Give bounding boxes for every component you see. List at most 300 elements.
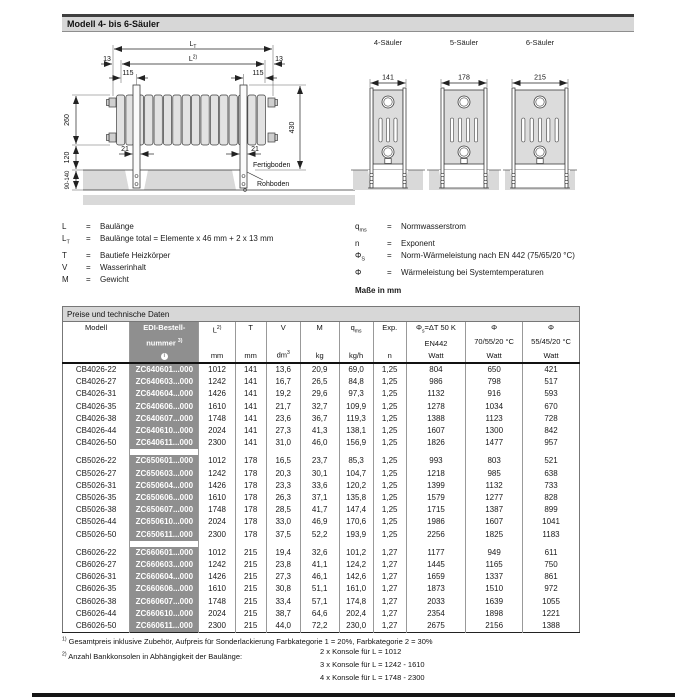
table-cell: 202,4	[339, 608, 373, 620]
table-cell: 174,8	[339, 596, 373, 608]
valve	[461, 159, 467, 164]
table-cell: 19,4	[266, 547, 300, 559]
header-line: EDI-Bestell-	[143, 323, 186, 332]
section-view	[350, 38, 426, 206]
table-cell: 33,0	[266, 516, 300, 528]
column-header	[339, 322, 373, 363]
legend-right	[355, 222, 647, 280]
table-cell: 170,6	[339, 516, 373, 528]
legend-row	[62, 234, 350, 248]
table-cell: CB4026-22	[75, 365, 117, 374]
legend-symbol: T	[62, 250, 67, 260]
header-lines	[341, 324, 372, 360]
table-cell: 27,3	[266, 425, 300, 437]
table-cell: 64,6	[300, 608, 339, 620]
table-cell: ZC660607...000	[130, 596, 199, 608]
table-cell: 141	[235, 363, 266, 376]
column-header	[63, 322, 130, 363]
table-cell: 161,0	[339, 583, 373, 595]
units-note: Maße in mm	[355, 286, 402, 295]
table-row	[63, 468, 580, 480]
header-lines	[200, 324, 233, 360]
legend-definition: Wasserinhalt	[100, 263, 146, 273]
valve	[385, 159, 391, 164]
table-cell: 1337	[466, 571, 523, 583]
legend-definition: Exponent	[401, 238, 435, 248]
anchor-bolt	[403, 180, 406, 183]
table-cell: 141	[235, 425, 266, 437]
table-cell: 1579	[406, 492, 465, 504]
table-cell: 215	[235, 559, 266, 571]
table-row	[63, 620, 580, 633]
table-cell: 1826	[406, 437, 465, 449]
radiator-element	[210, 95, 218, 145]
table-cell: ZC650603...000	[130, 468, 199, 480]
table-row	[63, 425, 580, 437]
section-depth-label: 178	[458, 74, 470, 82]
radiator-element	[145, 95, 153, 145]
header-line: 55/45/20 °C	[531, 336, 571, 346]
table-cell: 1477	[466, 437, 523, 449]
table-cell: 1218	[406, 468, 465, 480]
table-cell: 156,9	[339, 437, 373, 449]
table-cell: 31,0	[266, 437, 300, 449]
table-cell: 803	[466, 455, 523, 467]
legend-equals: =	[387, 250, 392, 260]
header-line: V	[280, 323, 286, 332]
anchor-bolt	[565, 173, 568, 176]
table-cell: 37,1	[300, 492, 339, 504]
table-cell: ZC650601...000	[130, 455, 199, 467]
table-cell: 1,25	[373, 401, 406, 413]
legend-symbol: L	[62, 222, 67, 231]
table-cell: 26,3	[266, 492, 300, 504]
table-cell: 30,8	[266, 583, 300, 595]
konsole-note: 3 x Konsole für L = 1242 - 1610	[320, 660, 425, 669]
table-cell: 1,25	[373, 376, 406, 388]
table-cell: 521	[523, 455, 580, 467]
table-cell: 51,1	[300, 583, 339, 595]
table-cell: 1278	[406, 401, 465, 413]
table-cell: 97,3	[339, 388, 373, 400]
table-cell: 1221	[523, 608, 580, 620]
legend-equals: =	[86, 234, 91, 244]
table-cell: 1034	[466, 401, 523, 413]
table-cell: 33,4	[266, 596, 300, 608]
anchor-bolt	[403, 173, 406, 176]
header-line: mm	[210, 350, 224, 360]
table-cell: 1,25	[373, 492, 406, 504]
dim-end-left: 13	[103, 56, 111, 63]
table-cell: 41,7	[300, 504, 339, 516]
legend-row	[355, 268, 647, 277]
radiator-element	[154, 95, 162, 145]
footnote-1	[62, 634, 628, 647]
column-header	[373, 322, 406, 363]
floor-cutout	[439, 170, 489, 188]
table-cell: 32,6	[300, 547, 339, 559]
table-cell: 178	[235, 480, 266, 492]
legend-row	[355, 251, 647, 265]
legend-row	[62, 275, 350, 284]
table-cell: 20,3	[266, 468, 300, 480]
table-cell: 32,7	[300, 401, 339, 413]
table-cell: 670	[523, 401, 580, 413]
table-row	[63, 596, 580, 608]
table-cell: CB4026-44	[75, 426, 117, 436]
table-cell: 178	[235, 492, 266, 504]
table-cell: 215	[235, 620, 266, 633]
header-line: kg/h	[349, 350, 364, 360]
table-section	[62, 306, 580, 633]
table-cell: 1242	[199, 468, 235, 480]
header-line: EN442	[424, 338, 448, 348]
info-icon: i	[161, 353, 168, 360]
header-line: T	[248, 323, 253, 332]
air-slot	[538, 118, 541, 142]
table-row	[63, 547, 580, 559]
header-lines	[375, 324, 405, 360]
legend-definition: Bautiefe Heizkörper	[100, 250, 171, 260]
section-view	[502, 38, 578, 206]
table-row	[63, 504, 580, 516]
table-cell: 178	[235, 468, 266, 480]
table-cell: 1132	[466, 480, 523, 492]
table-cell: ZC660604...000	[130, 571, 199, 583]
table-cell: CB5026-27	[75, 468, 117, 478]
table-cell: 1,25	[373, 437, 406, 449]
table-cell: ZC640604...000	[130, 388, 199, 400]
legend-equals: =	[86, 263, 91, 273]
table-cell: CB6026-38	[75, 596, 117, 606]
radiator-element	[257, 95, 265, 145]
table-cell: 1012	[199, 363, 235, 376]
table-cell: 30,1	[300, 468, 339, 480]
table-cell: 109,9	[339, 401, 373, 413]
section-drawing	[350, 74, 426, 206]
table-cell: 23,7	[300, 455, 339, 467]
header-line: Φ	[491, 323, 498, 332]
table-cell: CB4026-27	[75, 377, 117, 387]
table-cell: 16,5	[266, 455, 300, 467]
table-cell: 2675	[406, 620, 465, 633]
table-row	[63, 376, 580, 388]
legend-symbol: $\Phi_S$	[355, 250, 366, 263]
table-cell: 21,7	[266, 401, 300, 413]
dim-foot-left: 21	[121, 146, 129, 153]
column-header	[300, 322, 339, 363]
section-view	[426, 38, 502, 206]
table-cell: 1,25	[373, 529, 406, 541]
section-label: 5-Säuler	[449, 38, 479, 47]
table-cell: 141	[235, 437, 266, 449]
section-views	[350, 38, 578, 206]
table-cell: 41,1	[300, 559, 339, 571]
radiator-element	[229, 95, 237, 145]
table-cell: 38,7	[266, 608, 300, 620]
table-cell: 1,25	[373, 468, 406, 480]
air-slot	[379, 118, 382, 142]
legend-equals: =	[387, 238, 392, 248]
table-cell: ZC650606...000	[130, 492, 199, 504]
table-cell: 215	[235, 596, 266, 608]
table-cell: 916	[466, 388, 523, 400]
footnote-1-text: $^{1)}$ Gesamtpreis inklusive Zubehör, Aufpreis für Sonderlackierung Farbkategorie 1 = 20%, Farbkategorie 2 = 30%	[62, 636, 433, 646]
header-line: $dm^3$	[276, 350, 290, 360]
table-cell: 1,25	[373, 425, 406, 437]
air-slot	[474, 118, 477, 142]
table-cell: 141	[235, 413, 266, 425]
table-row	[63, 571, 580, 583]
table-cell: 147,4	[339, 504, 373, 516]
table-cell: 517	[523, 376, 580, 388]
table-row	[63, 413, 580, 425]
dim-height: 260	[64, 114, 71, 126]
table-cell: 985	[466, 468, 523, 480]
table-cell: 2156	[466, 620, 523, 633]
table-cell: 46,0	[300, 437, 339, 449]
table-cell: 138,1	[339, 425, 373, 437]
anchor-bolt	[370, 180, 373, 183]
legend-equals: =	[86, 250, 91, 260]
konsole-lines	[320, 647, 425, 686]
table-cell: 1873	[406, 583, 465, 595]
table-cell: 1986	[406, 516, 465, 528]
table-cell: 1123	[466, 413, 523, 425]
table-cell: 1,25	[373, 455, 406, 467]
anchor-bolt	[565, 180, 568, 183]
table-cell: 1277	[466, 492, 523, 504]
column-header	[406, 322, 465, 363]
table-cell: 1388	[406, 413, 465, 425]
table-cell: 1387	[466, 504, 523, 516]
table-cell: 1132	[406, 388, 465, 400]
table-cell: 120,2	[339, 480, 373, 492]
table-cell: 2024	[199, 516, 235, 528]
table-cell: 1898	[466, 608, 523, 620]
table-group	[63, 541, 580, 633]
table-row	[63, 363, 580, 376]
table-cell: 1300	[466, 425, 523, 437]
table-cell: 1012	[199, 547, 235, 559]
table-cell: 750	[523, 559, 580, 571]
table-cell: 804	[406, 363, 465, 376]
table-cell: 1748	[199, 596, 235, 608]
table-cell: 1242	[199, 559, 235, 571]
header-line: mm	[244, 350, 257, 360]
table-cell: 1,27	[373, 547, 406, 559]
table-cell: CB5026-31	[75, 480, 117, 490]
table-cell: 1659	[406, 571, 465, 583]
header-line: $L^{2)}$	[212, 325, 222, 335]
table-cell: ZC660603...000	[130, 559, 199, 571]
dim-total-length-label: $L_T$	[189, 41, 197, 50]
legend-definition: Normwasserstrom	[401, 222, 466, 231]
table-row	[63, 492, 580, 504]
table-cell: 23,3	[266, 480, 300, 492]
table-cell: 178	[235, 504, 266, 516]
header-lines	[268, 324, 299, 360]
table-cell: 1426	[199, 571, 235, 583]
table-cell: 593	[523, 388, 580, 400]
header-line: Modell	[85, 323, 108, 332]
table-cell: CB6026-44	[75, 608, 117, 618]
table-cell: 611	[523, 547, 580, 559]
table-cell: 1607	[406, 425, 465, 437]
table-cell: 29,6	[300, 388, 339, 400]
anchor-bolt	[441, 180, 444, 183]
table-cell: 19,2	[266, 388, 300, 400]
legend-row	[62, 251, 350, 260]
table-cell: 85,3	[339, 455, 373, 467]
table-cell: 28,5	[266, 504, 300, 516]
table-cell: 1748	[199, 413, 235, 425]
table-cell: 141	[235, 388, 266, 400]
table-cell: CB6026-27	[75, 560, 117, 570]
header-lines	[131, 324, 197, 360]
table-cell: 1,25	[373, 516, 406, 528]
table-cell: ZC650604...000	[130, 480, 199, 492]
table-cell: 1,25	[373, 388, 406, 400]
table-cell: 899	[523, 504, 580, 516]
table-cell: 638	[523, 468, 580, 480]
table-cell: 421	[523, 363, 580, 376]
page-bottom-rule	[32, 693, 675, 697]
table-cell: 1825	[466, 529, 523, 541]
table-cell: 119,3	[339, 413, 373, 425]
section-label: 6-Säuler	[525, 38, 555, 47]
table-cell: 142,6	[339, 571, 373, 583]
column-header	[266, 322, 300, 363]
legend-equals: =	[86, 222, 91, 231]
legend-row	[62, 263, 350, 272]
table-cell: 1610	[199, 492, 235, 504]
radiator-element	[192, 95, 200, 145]
table-cell: 1,25	[373, 480, 406, 492]
table-cell: 728	[523, 413, 580, 425]
table-cell: 949	[466, 547, 523, 559]
air-slot	[450, 118, 453, 142]
table-cell: ZC640601...000	[130, 363, 199, 376]
air-slot	[530, 118, 533, 142]
header-lines	[467, 324, 521, 360]
anchor-bolt	[441, 173, 444, 176]
table-cell: 2300	[199, 529, 235, 541]
dim-bracket-right: 115	[252, 70, 264, 77]
header-line: $q_{ms}$	[350, 323, 362, 335]
table-row	[63, 455, 580, 467]
dim-foot-right: 21	[251, 146, 259, 153]
table-row	[63, 608, 580, 620]
legend-definition: Baulänge total = Elemente x 46 mm + 2 x 13 mm	[100, 234, 274, 244]
table-cell: 957	[523, 437, 580, 449]
table-cell: 1165	[466, 559, 523, 571]
floor-cutout	[510, 170, 570, 188]
legend-row	[355, 222, 647, 236]
table-cell: 1388	[523, 620, 580, 633]
table-cell: CB6026-35	[75, 584, 117, 594]
table-row	[63, 480, 580, 492]
footnote-2-text: $^{2)}$ Anzahl Bankkonsolen in Abhängigkeit der Baulänge:	[62, 651, 243, 661]
table-cell: 2354	[406, 608, 465, 620]
table-cell: 84,8	[339, 376, 373, 388]
legend-definition: Wärmeleistung bei Systemtemperaturen	[401, 267, 544, 277]
air-slot	[458, 118, 461, 142]
dim-below: 120	[64, 151, 71, 164]
table-cell: 1426	[199, 480, 235, 492]
anchor-bolt	[512, 180, 515, 183]
table-cell: 13,6	[266, 363, 300, 376]
table-cell: 1,27	[373, 620, 406, 633]
table-cell: 842	[523, 425, 580, 437]
konsole-note: 4 x Konsole für L = 1748 - 2300	[320, 673, 425, 682]
table-cell: 16,7	[266, 376, 300, 388]
table-cell: ZC650607...000	[130, 504, 199, 516]
table-cell: 2256	[406, 529, 465, 541]
header-line: Watt	[428, 350, 444, 360]
table-cell: 215	[235, 571, 266, 583]
radiator-element	[173, 95, 181, 145]
table-cell: 1,27	[373, 583, 406, 595]
table-cell: 1,27	[373, 559, 406, 571]
table-cell: 2024	[199, 608, 235, 620]
table-cell: ZC660606...000	[130, 583, 199, 595]
footnotes	[62, 634, 628, 682]
table-cell: CB6026-22	[75, 547, 117, 557]
anchor-bolt	[484, 173, 487, 176]
table-cell: 36,7	[300, 413, 339, 425]
legend-row	[355, 239, 647, 248]
table-cell: 1242	[199, 376, 235, 388]
air-slot	[394, 118, 397, 142]
table-cell: 44,0	[266, 620, 300, 633]
table-cell: 215	[235, 583, 266, 595]
table-cell: 193,9	[339, 529, 373, 541]
table-cell: 135,8	[339, 492, 373, 504]
table-cell: CB5026-22	[75, 456, 117, 466]
legend-row	[62, 222, 350, 231]
table-cell: 20,9	[300, 363, 339, 376]
valve	[537, 159, 543, 164]
table-cell: 23,6	[266, 413, 300, 425]
radiator-element	[117, 95, 125, 145]
table-cell: 23,8	[266, 559, 300, 571]
dim-overall-height: 430	[289, 121, 296, 134]
table-cell: 2300	[199, 620, 235, 633]
anchor-bolt	[512, 173, 515, 176]
konsole-note: 2 x Konsole für L = 1012	[320, 647, 402, 656]
table-cell: 1012	[199, 455, 235, 467]
table-cell: CB4026-31	[75, 389, 117, 399]
table-title: Preise und technische Daten	[62, 306, 580, 322]
table-cell: 1610	[199, 583, 235, 595]
table-cell: 37,5	[266, 529, 300, 541]
legend-symbol: V	[62, 263, 68, 273]
page-title-bar	[62, 14, 634, 32]
table-cell: 2024	[199, 425, 235, 437]
table-cell: CB5026-35	[75, 493, 117, 503]
table-cell: 1510	[466, 583, 523, 595]
table-cell: 1426	[199, 388, 235, 400]
column-header	[235, 322, 266, 363]
table-cell: ZC640603...000	[130, 376, 199, 388]
legend-definition: Baulänge	[100, 222, 134, 231]
table-cell: 52,2	[300, 529, 339, 541]
legend-equals: =	[387, 267, 392, 277]
table-cell: 124,2	[339, 559, 373, 571]
legend-symbol: M	[62, 275, 69, 285]
column-header	[466, 322, 523, 363]
